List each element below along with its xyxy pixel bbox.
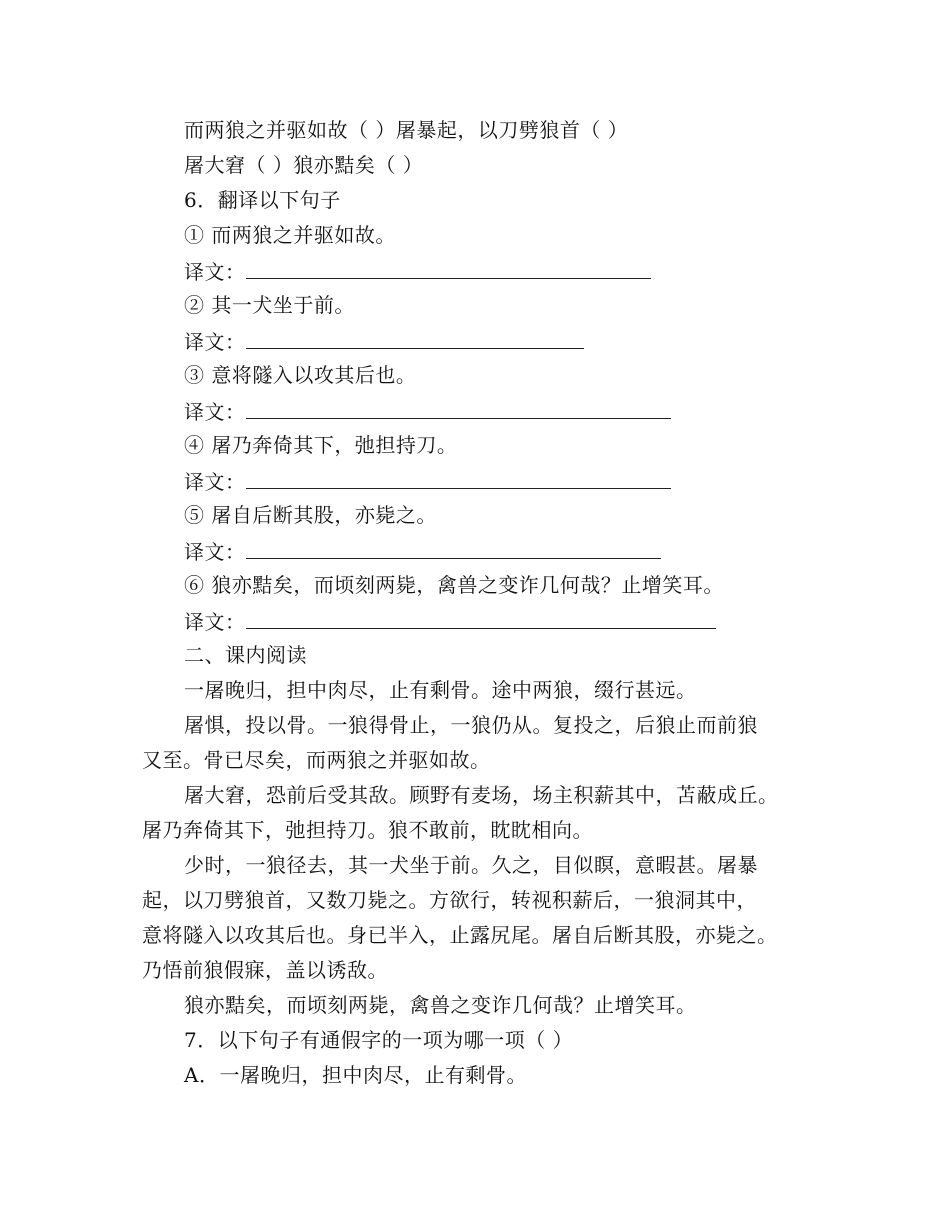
passage-line: 屠大窘，恐前后受其敌。顾野有麦场，场主积薪其中，苫蔽成丘。: [184, 783, 779, 807]
translation-line: [184, 466, 671, 496]
passage-line: 起，以刀劈狼首，又数刀毙之。方欲行，转视积薪后，一狼洞其中，: [142, 888, 757, 912]
sentence-item: ③ 意将隧入以攻其后也。: [184, 363, 417, 387]
translation-line: [184, 256, 651, 286]
passage-line: 少时，一狼径去，其一犬坐于前。久之，目似瞑，意暇甚。屠暴: [184, 853, 758, 877]
question-heading: 6．翻译以下句子: [184, 188, 341, 212]
question-heading: 7．以下句子有通假字的一项为哪一项（ ）: [184, 1028, 574, 1052]
passage-line: 屠乃奔倚其下，弛担持刀。狼不敢前，眈眈相向。: [142, 818, 593, 842]
answer-blank[interactable]: [246, 396, 671, 419]
option-a: A．一屠晚归，担中肉尽，止有剩骨。: [184, 1063, 527, 1087]
translation-line: [184, 536, 661, 566]
answer-blank[interactable]: [246, 256, 651, 279]
sentence-item: ① 而两狼之并驱如故。: [184, 223, 396, 247]
answer-blank[interactable]: [246, 536, 661, 559]
answer-blank[interactable]: [246, 466, 671, 489]
passage-line: 一屠晚归，担中肉尽，止有剩骨。途中两狼，缀行甚远。: [184, 678, 697, 702]
translation-line: [184, 396, 671, 426]
passage-line: 乃悟前狼假寐，盖以诱敌。: [142, 958, 388, 982]
translation-line: [184, 326, 584, 356]
sentence-item: ④ 屠乃奔倚其下，弛担持刀。: [184, 433, 458, 457]
translation-label: 译文：: [184, 470, 246, 494]
passage-line: 屠惧，投以骨。一狼得骨止，一狼仍从。复投之，后狼止而前狼: [184, 713, 758, 737]
answer-blank[interactable]: [246, 326, 584, 349]
section-heading: 二、课内阅读: [184, 643, 307, 667]
answer-blank[interactable]: [246, 606, 716, 629]
passage-line: 又至。骨已尽矣，而两狼之并驱如故。: [142, 748, 491, 772]
translation-label: 译文：: [184, 610, 246, 634]
passage-line: 意将隧入以攻其后也。身已半入，止露尻尾。屠自后断其股，亦毙之。: [142, 923, 778, 947]
translation-label: 译文：: [184, 400, 246, 424]
passage-line: 狼亦黠矣，而顷刻两毙，禽兽之变诈几何哉？止增笑耳。: [184, 993, 697, 1017]
text-line: 屠大窘（ ）狼亦黠矣（ ）: [184, 153, 424, 177]
translation-label: 译文：: [184, 330, 246, 354]
text-line: 而两狼之并驱如故（ ）屠暴起，以刀劈狼首（ ）: [184, 118, 629, 142]
translation-label: 译文：: [184, 540, 246, 564]
translation-line: [184, 606, 716, 636]
sentence-item: ② 其一犬坐于前。: [184, 293, 355, 317]
sentence-item: ⑤ 屠自后断其股，亦毙之。: [184, 503, 437, 527]
translation-label: 译文：: [184, 260, 246, 284]
sentence-item: ⑥ 狼亦黠矣，而顷刻两毙，禽兽之变诈几何哉？止增笑耳。: [184, 573, 724, 597]
